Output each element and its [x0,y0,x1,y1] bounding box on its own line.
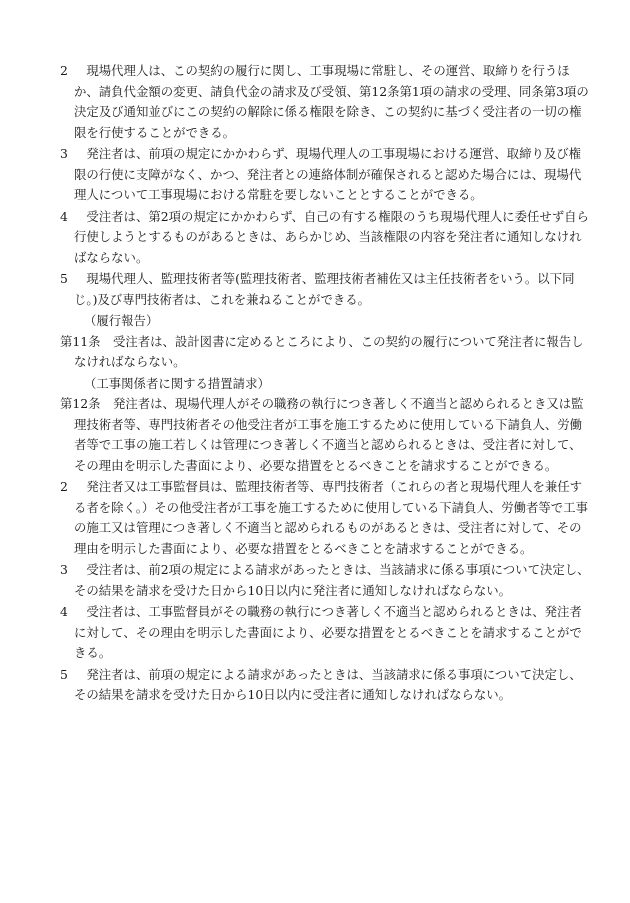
paragraph-item [60,207,590,269]
article-text: 第11条 受注者は、設計図書に定めるところにより、この契約の履行について発注者に報告しなければならない。 [60,333,584,369]
paragraph-item [60,602,590,664]
paragraph-text: 受注者は、工事監督員がその職務の執行につき著しく不適当と認められるときは、発注者に対して、その理由を明示した書面により、必要な措置をとるべきことを請求することができる。 [74,604,582,660]
paragraph-item [60,665,590,706]
paragraph-number: 4 [60,604,68,619]
paragraph-text: 発注者又は工事監督員は、監理技術者等、専門技術者（これらの者と現場代理人を兼任する者を除く。）その他受注者が工事を施工するために使用している下請負人、労働者等で工事の施工又は管理につき著しく不適当と認められるものがあるときは、受注者に対して、その理由を明示した書面により、必要な措置をとるべきことを請求することができる。 [74,479,588,556]
paragraph-number: 5 [60,271,68,286]
paragraph-number: 3 [60,146,68,161]
paragraph-item [60,61,590,143]
paragraph-text: 現場代理人、監理技術者等(監理技術者、監理技術者補佐又は主任技術者をいう。以下同じ。)及び専門技術者は、これを兼ねることができる。 [74,271,575,307]
paragraph-item [60,144,590,206]
paragraph-number: 5 [60,666,68,682]
paragraph-number: 2 [60,479,68,494]
paragraph-item [60,269,590,310]
paragraph-text: 発注者は、前項の規定にかかわらず、現場代理人の工事現場における運営、取締り及び権限の行使に支障がなく、かつ、発注者との連絡体制が確保されると認めた場合には、現場代理人について工事現場における常駐を要しないこととすることができる。 [74,146,582,202]
paragraph-text: 発注者は、前項の規定による請求があったときは、当該請求に係る事項について決定し、その結果を請求を受けた日から10日以内に受注者に通知しなければならない。 [74,666,582,702]
paragraph-item [60,477,590,559]
paragraph-text: 受注者は、第2項の規定にかかわらず、自己の有する権限のうち現場代理人に委任せず自ら行使しようとするものがあるときは、あらかじめ、当該権限の内容を発注者に通知しなければならない。 [74,208,589,265]
paragraph-number: 3 [60,562,68,577]
paragraph-text: 現場代理人は、この契約の履行に関し、工事現場に常駐し、その運営、取締りを行うほか、請負代金額の変更、請負代金の請求及び受領、第12条第1項の請求の受理、同条第3項の決定及び通知並びにこの契約の解除に係る権限を除き、この契約に基づく受注者の一切の権限を行使することができる。 [74,63,589,140]
paragraph-number: 4 [60,208,68,224]
article-text: 第12条 発注者は、現場代理人がその職務の執行につき著しく不適当と認められるとき又は監理技術者等、専門技術者その他受注者が工事を施工するために使用している下請負人、労働者等で工事の施工若しくは管理につき著しく不適当と認められるときは、受注者に対して、その理由を明示した書面により、必要な措置をとるべきことを請求することができる。 [60,396,584,473]
paragraph-item [60,560,590,601]
section-heading: （工事関係者に関する措置請求） [84,375,270,391]
section-heading: （履行報告） [84,313,159,328]
article-paragraph [60,394,590,476]
paragraph-number: 2 [60,63,68,78]
paragraph-text: 受注者は、前2項の規定による請求があったときは、当該請求に係る事項について決定し、その結果を請求を受けた日から10日以内に発注者に通知しなければならない。 [74,562,590,598]
article-paragraph [60,332,590,373]
